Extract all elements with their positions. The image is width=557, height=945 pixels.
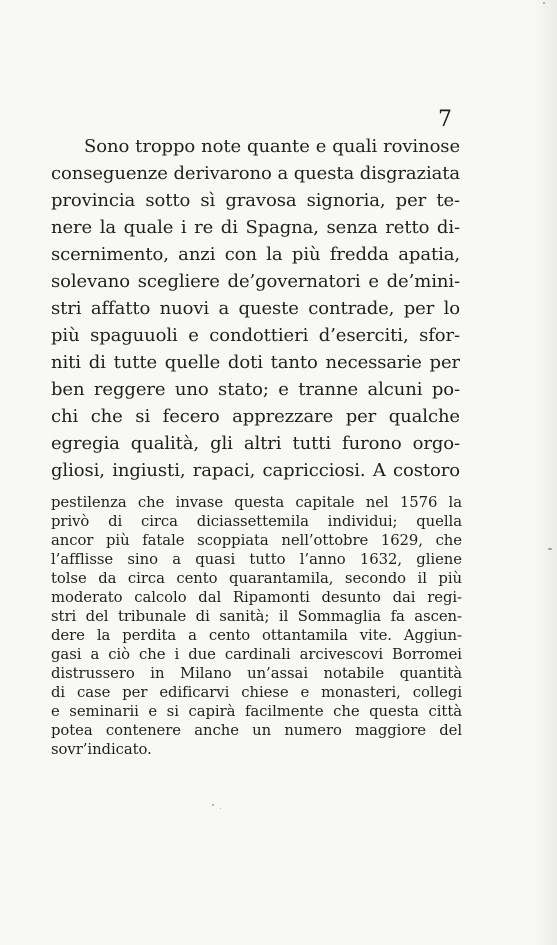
main-text-line: solevano scegliere de’governatori e de’mini- (51, 271, 460, 292)
footnote-text-line: moderato calcolo dal Ripamonti desunto dai regi- (51, 589, 462, 606)
footnote-text-line: gasi a ciò che i due cardinali arcivescovi Borromei (51, 646, 462, 663)
main-text-line: stri affatto nuovi a queste contrade, per lo (51, 298, 460, 319)
main-text-line: niti di tutte quelle doti tanto necessarie per (51, 352, 460, 373)
main-text-line: gliosi, ingiusti, rapaci, capricciosi. A costoro (51, 460, 460, 481)
footnote-text-line: pestilenza che invase questa capitale nel 1576 la (51, 494, 462, 511)
main-text-line: nere la quale i re di Spagna, senza retto di- (51, 217, 460, 238)
footnote-paragraph (51, 493, 462, 759)
footnote-text-line: l’afflisse sino a quasi tutto l’anno 1632, gliene (51, 551, 462, 568)
main-text-line: più spaguuoli e condottieri d’eserciti, sfor- (51, 325, 460, 346)
paper-speck (220, 808, 221, 809)
footnote-text-line: potea contenere anche un numero maggiore del (51, 722, 462, 739)
footnote-text-line: e seminarii e si capirà facilmente che questa città (51, 703, 462, 720)
footnote-text-line: distrussero in Milano un’assai notabile quantità (51, 665, 462, 682)
paper-speck (548, 548, 552, 550)
main-text-line: egregia qualità, gli altri tutti furono orgo- (51, 433, 460, 454)
main-text-line: conseguenze derivarono a questa disgraziata (51, 163, 460, 184)
main-text-line: Sono troppo note quante e quali rovinose (84, 136, 460, 157)
page-number: 7 (438, 107, 452, 132)
footnote-text-line: sovr’indicato. (51, 741, 152, 758)
footnote-text-line: tolse da circa cento quarantamila, secondo il più (51, 570, 462, 587)
footnote-text-line: dere la perdita a cento ottantamila vite. Aggiun- (51, 627, 462, 644)
main-text-line: ben reggere uno stato; e tranne alcuni po- (51, 379, 460, 400)
footnote-text-line: stri del tribunale di sanità; il Sommaglia fa ascen- (51, 608, 462, 625)
main-paragraph (51, 133, 460, 484)
main-text-line: provincia sotto sì gravosa signoria, per te- (51, 190, 460, 211)
main-text-line: scernimento, anzi con la più fredda apatia, (51, 244, 460, 265)
footnote-text-line: di case per edificarvi chiese e monasteri, collegi (51, 684, 462, 701)
footnote-text-line: ancor più fatale scoppiata nell’ottobre 1629, che (51, 532, 462, 549)
paper-speck (543, 2, 545, 4)
footnote-text-line: privò di circa diciassettemila individui; quella (51, 513, 462, 530)
main-text-line: chi che si fecero apprezzare per qualche (51, 406, 460, 427)
paper-speck (212, 804, 214, 806)
page-edge-shadow (533, 0, 557, 945)
